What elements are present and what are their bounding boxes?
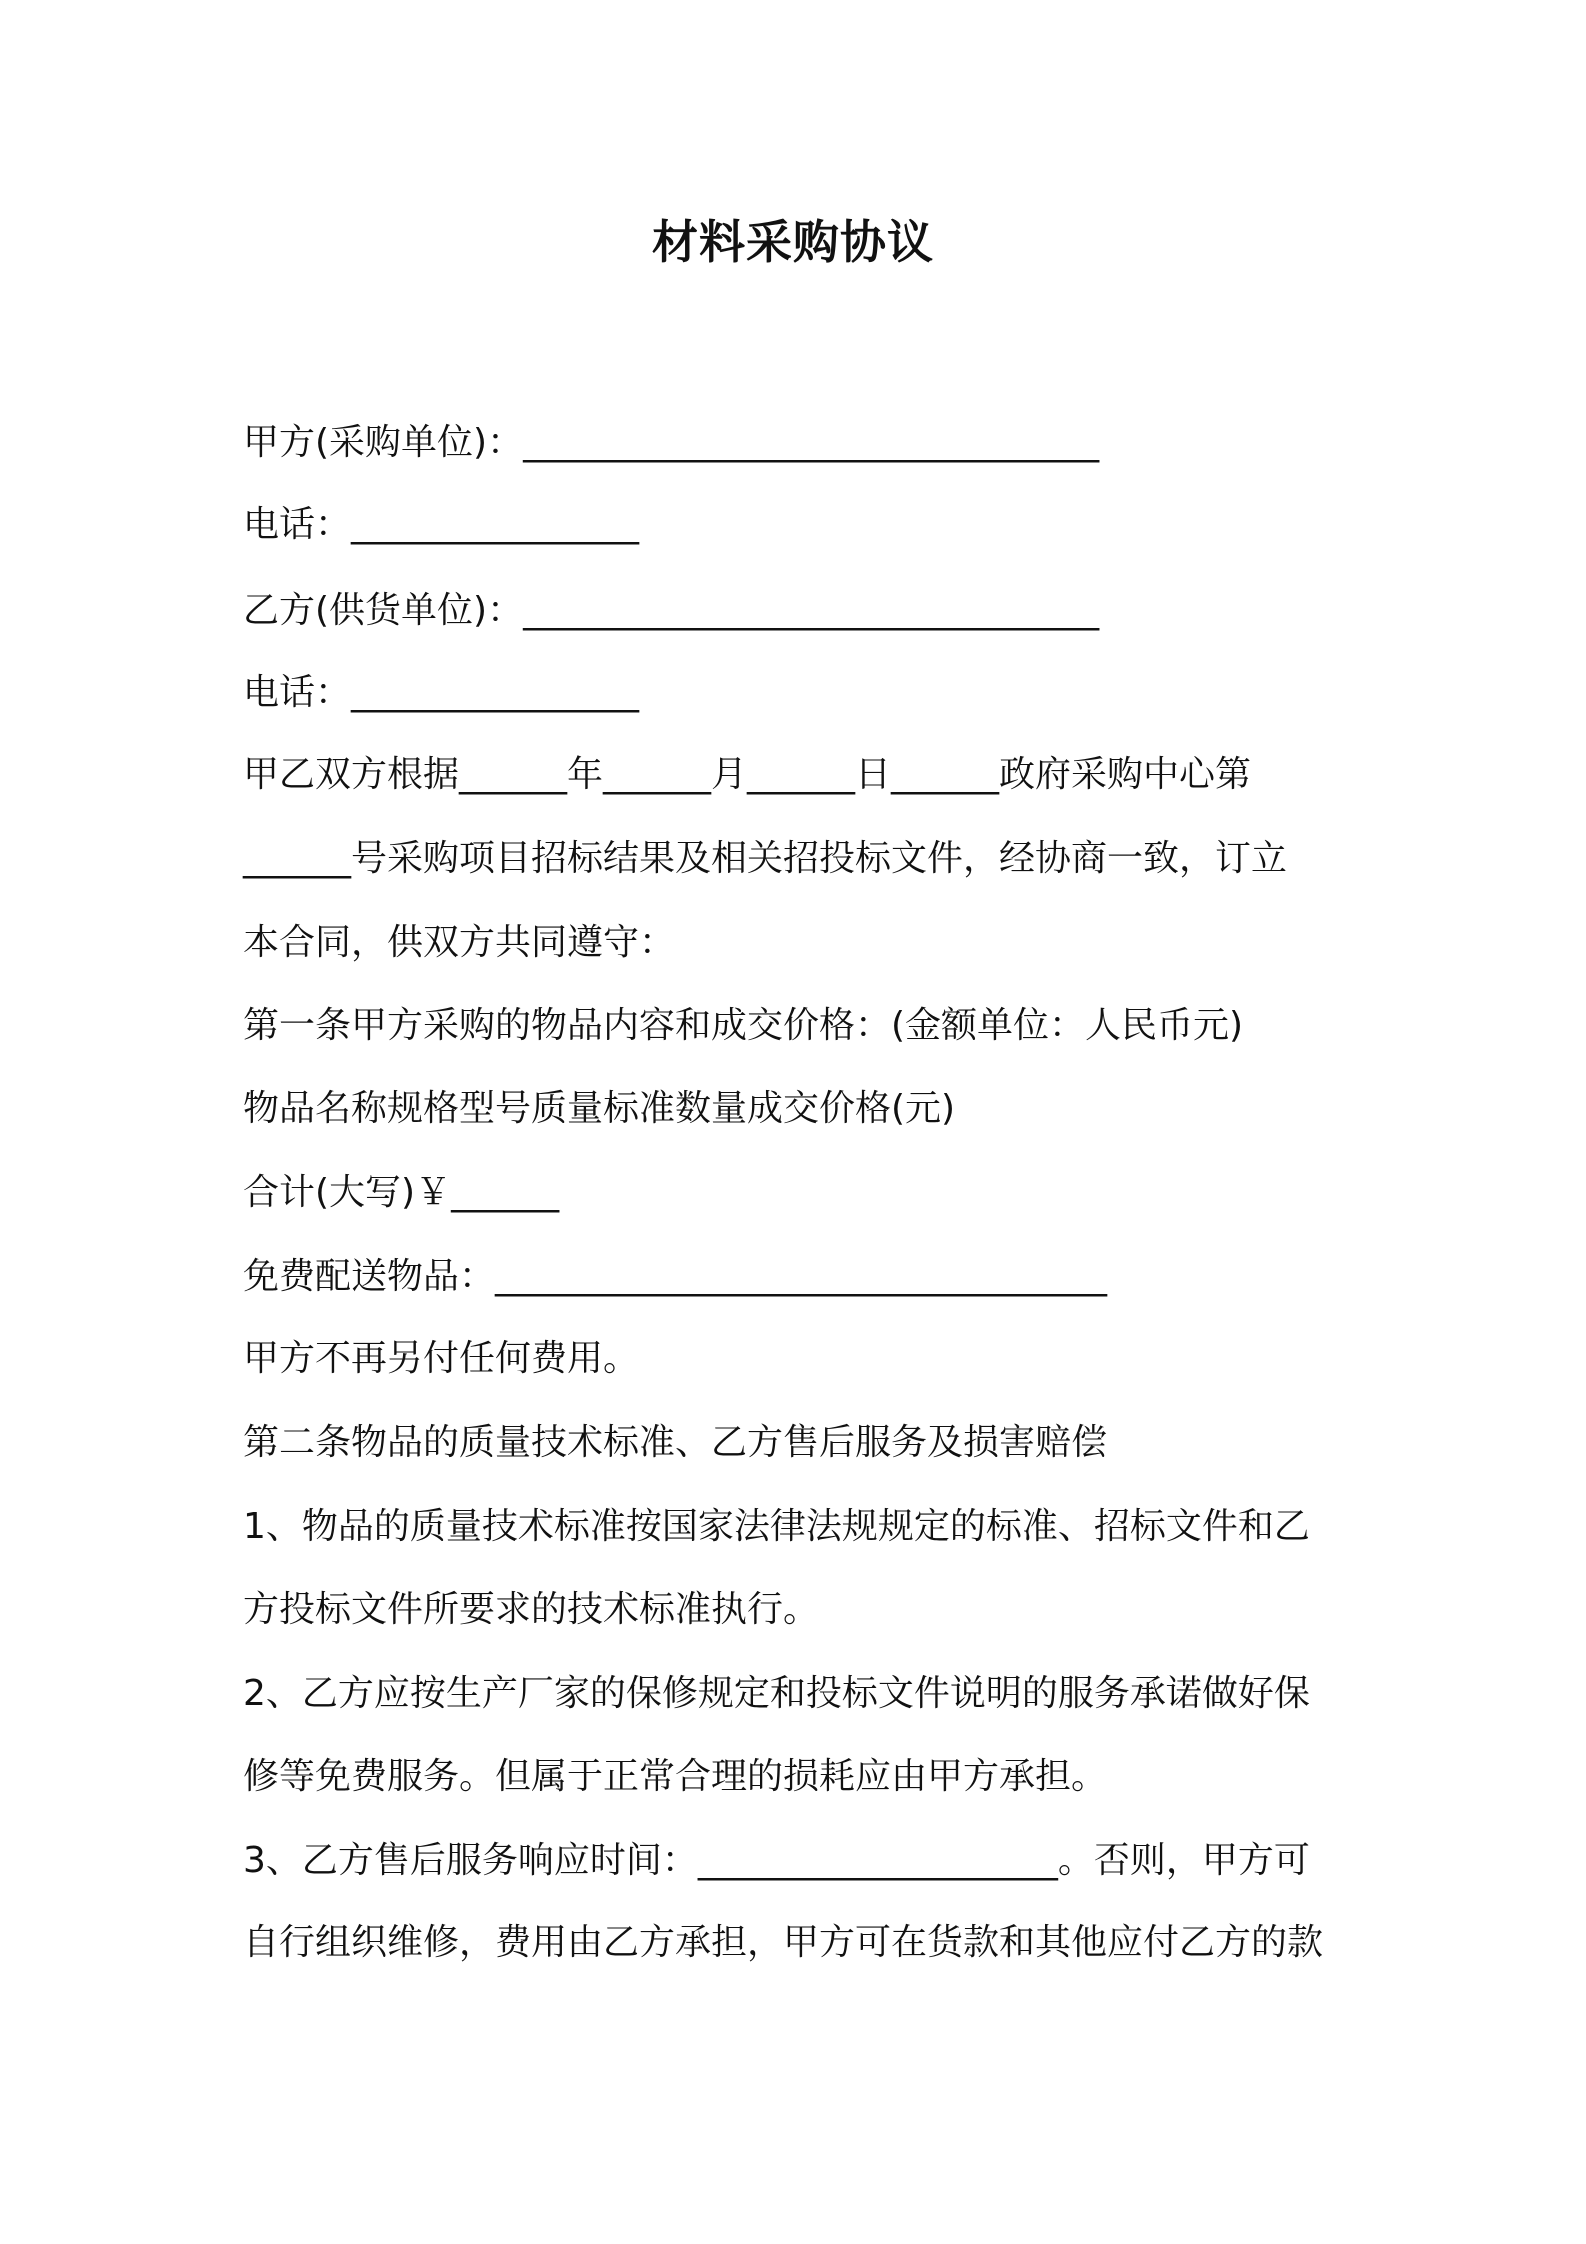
clause-text-line: 2、乙方应按生产厂家的保修规定和投标文件说明的服务承诺做好保 — [243, 1673, 1310, 1714]
page-title: 材料采购协议 — [652, 215, 934, 269]
article-two-heading: 第二条物品的质量技术标准、乙方售后服务及损害赔偿 — [243, 1422, 1108, 1463]
body-text-line: 甲乙双方根据______年______月______日______政府采购中心第 — [243, 754, 1252, 795]
clause-text-line: 自行组织维修，费用由乙方承担，甲方可在货款和其他应付乙方的款 — [243, 1922, 1324, 1963]
body-text-line: ______号采购项目招标结果及相关招投标文件，经协商一致，订立 — [243, 838, 1288, 879]
clause-text-line: 修等免费服务。但属于正常合理的损耗应由甲方承担。 — [243, 1756, 1108, 1797]
clause-text-line: 方投标文件所要求的技术标准执行。 — [243, 1589, 820, 1630]
body-text-line: 甲方不再另付任何费用。 — [243, 1338, 640, 1379]
body-text-line: 本合同，供双方共同遵守： — [243, 922, 676, 963]
article-one-heading: 第一条甲方采购的物品内容和成交价格：(金额单位：人民币元) — [243, 1005, 1244, 1046]
party-a-line: 甲方(采购单位)：________________________________ — [243, 422, 1100, 463]
clause-text-line: 1、物品的质量技术标准按国家法律法规规定的标准、招标文件和乙 — [243, 1506, 1310, 1547]
clause-text-line: 3、乙方售后服务响应时间：____________________。否则，甲方可 — [243, 1840, 1310, 1881]
free-delivery-line: 免费配送物品：__________________________________ — [243, 1256, 1108, 1297]
total-amount-line: 合计(大写)￥______ — [243, 1172, 560, 1213]
party-b-phone-line: 电话：________________ — [243, 672, 640, 713]
party-a-phone-line: 电话：________________ — [243, 504, 640, 545]
item-columns-line: 物品名称规格型号质量标准数量成交价格(元) — [243, 1088, 956, 1129]
party-b-line: 乙方(供货单位)：________________________________ — [243, 590, 1100, 631]
